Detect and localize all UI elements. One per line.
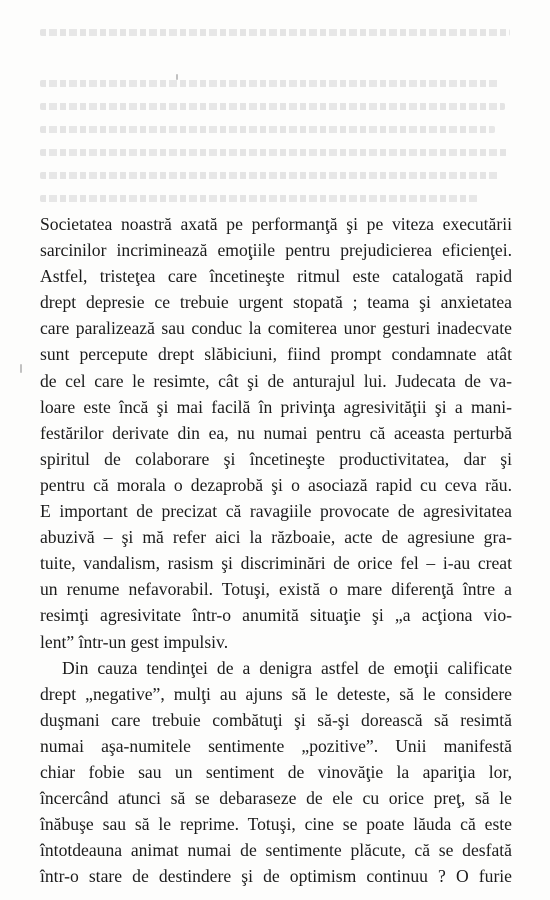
text-line: Astfel, tristeţea care încetineşte ritmul este catalogată rapid [40,266,512,287]
text-line: pentru că morala o dezaprobă şi o asociază rapid cu ceva rău. [40,474,512,495]
body-text [40,211,512,889]
show-through-line [40,29,510,36]
text-line: Societatea noastră axată pe performanţă şi pe viteza executării [40,214,512,234]
text-line: abuzivă – şi mă refer aici la războaie, acte de agresiune gra- [40,527,512,548]
paper-speck [20,364,22,373]
text-line: festărilor derivate din ea, nu numai pentru că aceasta perturbă [40,422,512,443]
text-line: întotdeauna animat numai de sentimente plăcute, că se desfată [40,840,512,861]
text-line: sarcinilor incriminează emoţiile pentru prejudicierea eficienţei. [40,240,512,261]
paragraph-1 [40,211,512,655]
text-line: încercând atunci să se debaraseze de ele cu orice preţ, să le [40,788,512,809]
show-through-text [40,25,510,210]
text-line: E important de precizat că ravagiile provocate de agresivitatea [40,501,512,522]
text-line: chiar fobie sau un sentiment de vinovăţie la apariţia lor, [40,761,512,782]
text-line: tuite, vandalism, rasism şi discriminări de orice fel – i-au creat [40,553,512,574]
text-line: sunt percepute drept slăbiciuni, fiind prompt condamnate atât [40,344,512,365]
text-line: un renume nefavorabil. Totuşi, există o mare diferenţă între a [40,579,512,600]
paragraph-2 [40,655,512,890]
paper-speck [176,74,178,80]
text-line: drept „negative”, mulţi au ajuns să le deteste, să le considere [40,683,512,704]
text-line: duşmani care trebuie combătuţi şi să-şi dorească să resimtă [40,709,512,730]
text-line: drept depresie ce trebuie urgent stopată ; teama şi anxietatea [40,292,512,313]
show-through-line [40,80,500,87]
text-line: înăbuşe sau să le reprime. Totuşi, cine se poate lăuda că este [40,814,512,835]
text-line: într-o stare de destindere şi de optimism continuu ? O furie [40,866,512,887]
text-line: numai aşa-numitele sentimente „pozitive”. Unii manifestă [40,735,512,756]
text-line: spiritul de colaborare şi încetineşte productivitatea, dar şi [40,448,512,469]
text-line: care paralizează sau conduc la comiterea unor gesturi inadecvate [40,318,512,339]
show-through-line [40,172,500,179]
text-line: Din cauza tendinţei de a denigra astfel de emoţii calificate [62,657,512,678]
show-through-line [40,195,480,202]
show-through-line [40,103,505,110]
text-line: resimţi agresivitate într-o anumită situaţie şi „a acţiona vio- [40,605,512,626]
text-line: lent” într-un gest impulsiv. [40,631,229,652]
text-line: loare este încă şi mai facilă în privinţa agresivităţii şi a mani- [40,396,512,417]
show-through-line [40,149,508,156]
text-line: de cel care le resimte, cât şi de anturajul lui. Judecata de va- [40,370,512,391]
show-through-line [40,126,495,133]
